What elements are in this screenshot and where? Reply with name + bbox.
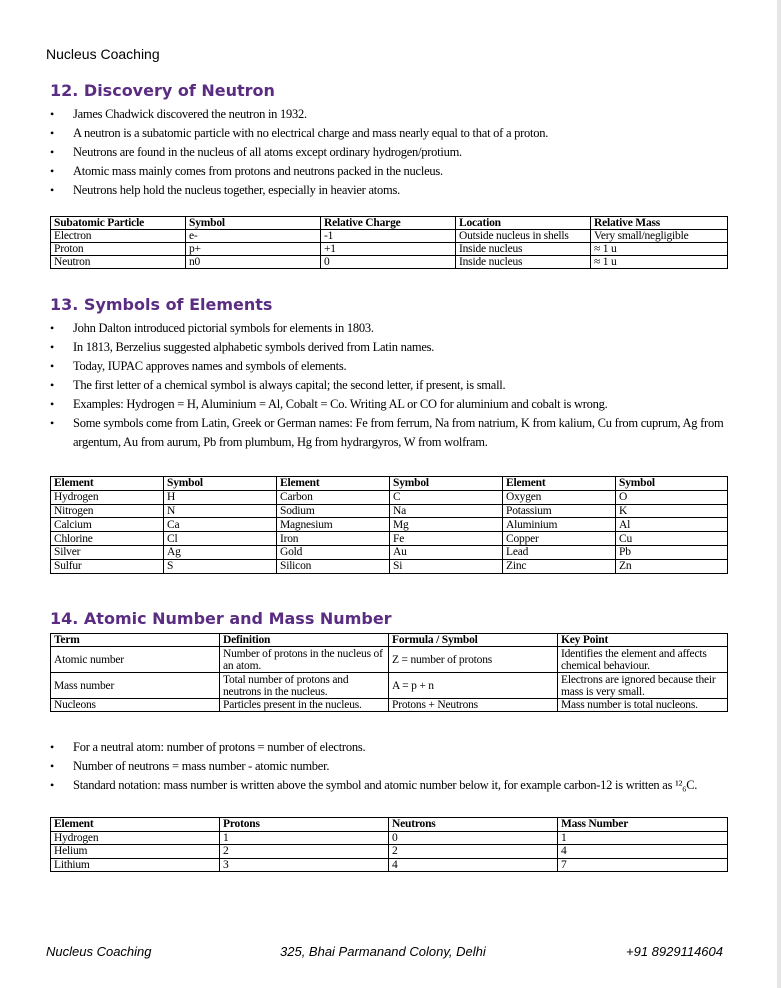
list-item: • Atomic mass mainly comes from protons and neutrons packed in the nucleus. [50, 162, 730, 181]
table-cell: Potassium [503, 504, 616, 518]
table-cell: S [164, 559, 277, 573]
table-row [51, 545, 728, 559]
table-cell: Chlorine [51, 532, 164, 546]
list-item: • Examples: Hydrogen = H, Aluminium = Al, Cobalt = Co. Writing AL or CO for aluminium and cobalt is wrong. [50, 395, 730, 414]
table-cell: ≈ 1 u [591, 256, 728, 269]
table-row [51, 845, 728, 859]
table-header: Neutrons [389, 818, 558, 832]
table-cell: Neutron [51, 256, 186, 269]
table-header: Formula / Symbol [389, 634, 558, 647]
table-cell: Helium [51, 845, 220, 859]
table-cell: 2 [389, 845, 558, 859]
table-header: Key Point [558, 634, 728, 647]
table-header: Element [277, 477, 390, 491]
table-cell: Silver [51, 545, 164, 559]
table-cell: Na [390, 504, 503, 518]
table-cell: Mass number is total nucleons. [558, 699, 728, 712]
table-header: Symbol [186, 217, 321, 230]
table-cell: 2 [220, 845, 389, 859]
table-cell: Sodium [277, 504, 390, 518]
table-cell: Calcium [51, 518, 164, 532]
table-cell: Very small/negligible [591, 230, 728, 243]
table-cell: Inside nucleus [456, 256, 591, 269]
table-cell: Protons + Neutrons [389, 699, 558, 712]
table-row [51, 831, 728, 845]
table-row [51, 490, 728, 504]
protons-neutrons-table [50, 817, 728, 872]
table-cell: 4 [389, 858, 558, 872]
table-row [51, 559, 728, 573]
list-item: • In 1813, Berzelius suggested alphabetic symbols derived from Latin names. [50, 338, 730, 357]
table-cell: Hydrogen [51, 490, 164, 504]
table-cell: ≈ 1 u [591, 243, 728, 256]
table-cell: A = p + n [389, 673, 558, 699]
section-12-heading: 12. Discovery of Neutron [50, 81, 275, 100]
list-item: • Today, IUPAC approves names and symbols of elements. [50, 357, 730, 376]
table-cell: Z = number of protons [389, 647, 558, 673]
table-row [51, 673, 728, 699]
list-item: • Some symbols come from Latin, Greek or German names: Fe from ferrum, Na from natrium, K from kalium, Cu from cuprum, Ag from argentum, Au from aurum, Pb from plumbum, Hg from hydrargyros, W from wolfram. [50, 414, 730, 451]
list-item: • For a neutral atom: number of protons = number of electrons. [50, 738, 730, 757]
table-row [51, 243, 728, 256]
table-cell: Silicon [277, 559, 390, 573]
table-cell: n0 [186, 256, 321, 269]
table-cell: Fe [390, 532, 503, 546]
table-row [51, 532, 728, 546]
element-symbols-table [50, 476, 728, 574]
table-header: Relative Mass [591, 217, 728, 230]
table-row [51, 518, 728, 532]
list-item: • Neutrons are found in the nucleus of all atoms except ordinary hydrogen/protium. [50, 143, 730, 162]
list-item: • Number of neutrons = mass number - atomic number. [50, 757, 730, 776]
table-cell: 7 [558, 858, 728, 872]
table-cell: Number of protons in the nucleus of an atom. [220, 647, 389, 673]
table-header: Element [51, 477, 164, 491]
table-header: Term [51, 634, 220, 647]
table-cell: Pb [616, 545, 728, 559]
table-cell: Nucleons [51, 699, 220, 712]
table-header-row [51, 217, 728, 230]
table-cell: Identifies the element and affects chemical behaviour. [558, 647, 728, 673]
table-header: Subatomic Particle [51, 217, 186, 230]
table-header-row [51, 477, 728, 491]
table-cell: Sulfur [51, 559, 164, 573]
table-header: Protons [220, 818, 389, 832]
table-header: Mass Number [558, 818, 728, 832]
page-edge [777, 0, 781, 988]
table-cell: 0 [389, 831, 558, 845]
table-cell: Outside nucleus in shells [456, 230, 591, 243]
table-cell: Proton [51, 243, 186, 256]
section-13-bullets [50, 319, 730, 452]
table-cell: O [616, 490, 728, 504]
section-14-heading: 14. Atomic Number and Mass Number [50, 609, 392, 628]
list-item: • Standard notation: mass number is written above the symbol and atomic number below it, for example carbon-12 is written as ¹²₆C. [50, 776, 730, 795]
table-header: Relative Charge [321, 217, 456, 230]
table-cell: 3 [220, 858, 389, 872]
table-row [51, 256, 728, 269]
table-cell: Particles present in the nucleus. [220, 699, 389, 712]
table-cell: 0 [321, 256, 456, 269]
table-row [51, 858, 728, 872]
section-13-heading: 13. Symbols of Elements [50, 295, 273, 314]
section-12-bullets [50, 105, 730, 200]
table-cell: Hydrogen [51, 831, 220, 845]
table-cell: Electron [51, 230, 186, 243]
table-cell: Mg [390, 518, 503, 532]
list-item: • Neutrons help hold the nucleus together, especially in heavier atoms. [50, 181, 730, 200]
table-cell: Iron [277, 532, 390, 546]
table-row [51, 504, 728, 518]
table-header: Symbol [616, 477, 728, 491]
table-cell: H [164, 490, 277, 504]
table-cell: Carbon [277, 490, 390, 504]
table-cell: Gold [277, 545, 390, 559]
table-header: Symbol [390, 477, 503, 491]
table-header: Definition [220, 634, 389, 647]
table-header: Symbol [164, 477, 277, 491]
table-cell: Nitrogen [51, 504, 164, 518]
subatomic-particles-table [50, 216, 728, 269]
list-item: • James Chadwick discovered the neutron in 1932. [50, 105, 730, 124]
table-cell: Lithium [51, 858, 220, 872]
table-cell: +1 [321, 243, 456, 256]
table-cell: Copper [503, 532, 616, 546]
table-cell: Mass number [51, 673, 220, 699]
table-cell: Lead [503, 545, 616, 559]
page-header: Nucleus Coaching [46, 46, 160, 62]
table-cell: C [390, 490, 503, 504]
table-cell: Electrons are ignored because their mass is very small. [558, 673, 728, 699]
footer-right: +91 8929114604 [626, 944, 723, 959]
list-item: • The first letter of a chemical symbol is always capital; the second letter, if present, is small. [50, 376, 730, 395]
table-cell: e- [186, 230, 321, 243]
footer-left: Nucleus Coaching [46, 944, 152, 959]
table-cell: -1 [321, 230, 456, 243]
table-cell: Aluminium [503, 518, 616, 532]
atomic-number-table [50, 633, 728, 712]
table-cell: K [616, 504, 728, 518]
table-cell: Magnesium [277, 518, 390, 532]
table-cell: p+ [186, 243, 321, 256]
table-cell: Atomic number [51, 647, 220, 673]
list-item: • John Dalton introduced pictorial symbols for elements in 1803. [50, 319, 730, 338]
table-row [51, 647, 728, 673]
table-header: Element [51, 818, 220, 832]
table-header-row [51, 818, 728, 832]
table-header-row [51, 634, 728, 647]
table-cell: Cu [616, 532, 728, 546]
footer-center: 325, Bhai Parmanand Colony, Delhi [280, 944, 486, 959]
table-cell: Si [390, 559, 503, 573]
table-cell: Zn [616, 559, 728, 573]
table-cell: Inside nucleus [456, 243, 591, 256]
table-header: Element [503, 477, 616, 491]
table-cell: 1 [220, 831, 389, 845]
section-14-bullets [50, 738, 730, 795]
list-item: • A neutron is a subatomic particle with no electrical charge and mass nearly equal to that of a proton. [50, 124, 730, 143]
table-cell: Ca [164, 518, 277, 532]
table-cell: Cl [164, 532, 277, 546]
table-cell: Al [616, 518, 728, 532]
table-header: Location [456, 217, 591, 230]
table-cell: Zinc [503, 559, 616, 573]
table-cell: Ag [164, 545, 277, 559]
table-cell: 1 [558, 831, 728, 845]
table-cell: N [164, 504, 277, 518]
table-row [51, 230, 728, 243]
table-row [51, 699, 728, 712]
table-cell: 4 [558, 845, 728, 859]
table-cell: Total number of protons and neutrons in the nucleus. [220, 673, 389, 699]
table-cell: Au [390, 545, 503, 559]
table-cell: Oxygen [503, 490, 616, 504]
